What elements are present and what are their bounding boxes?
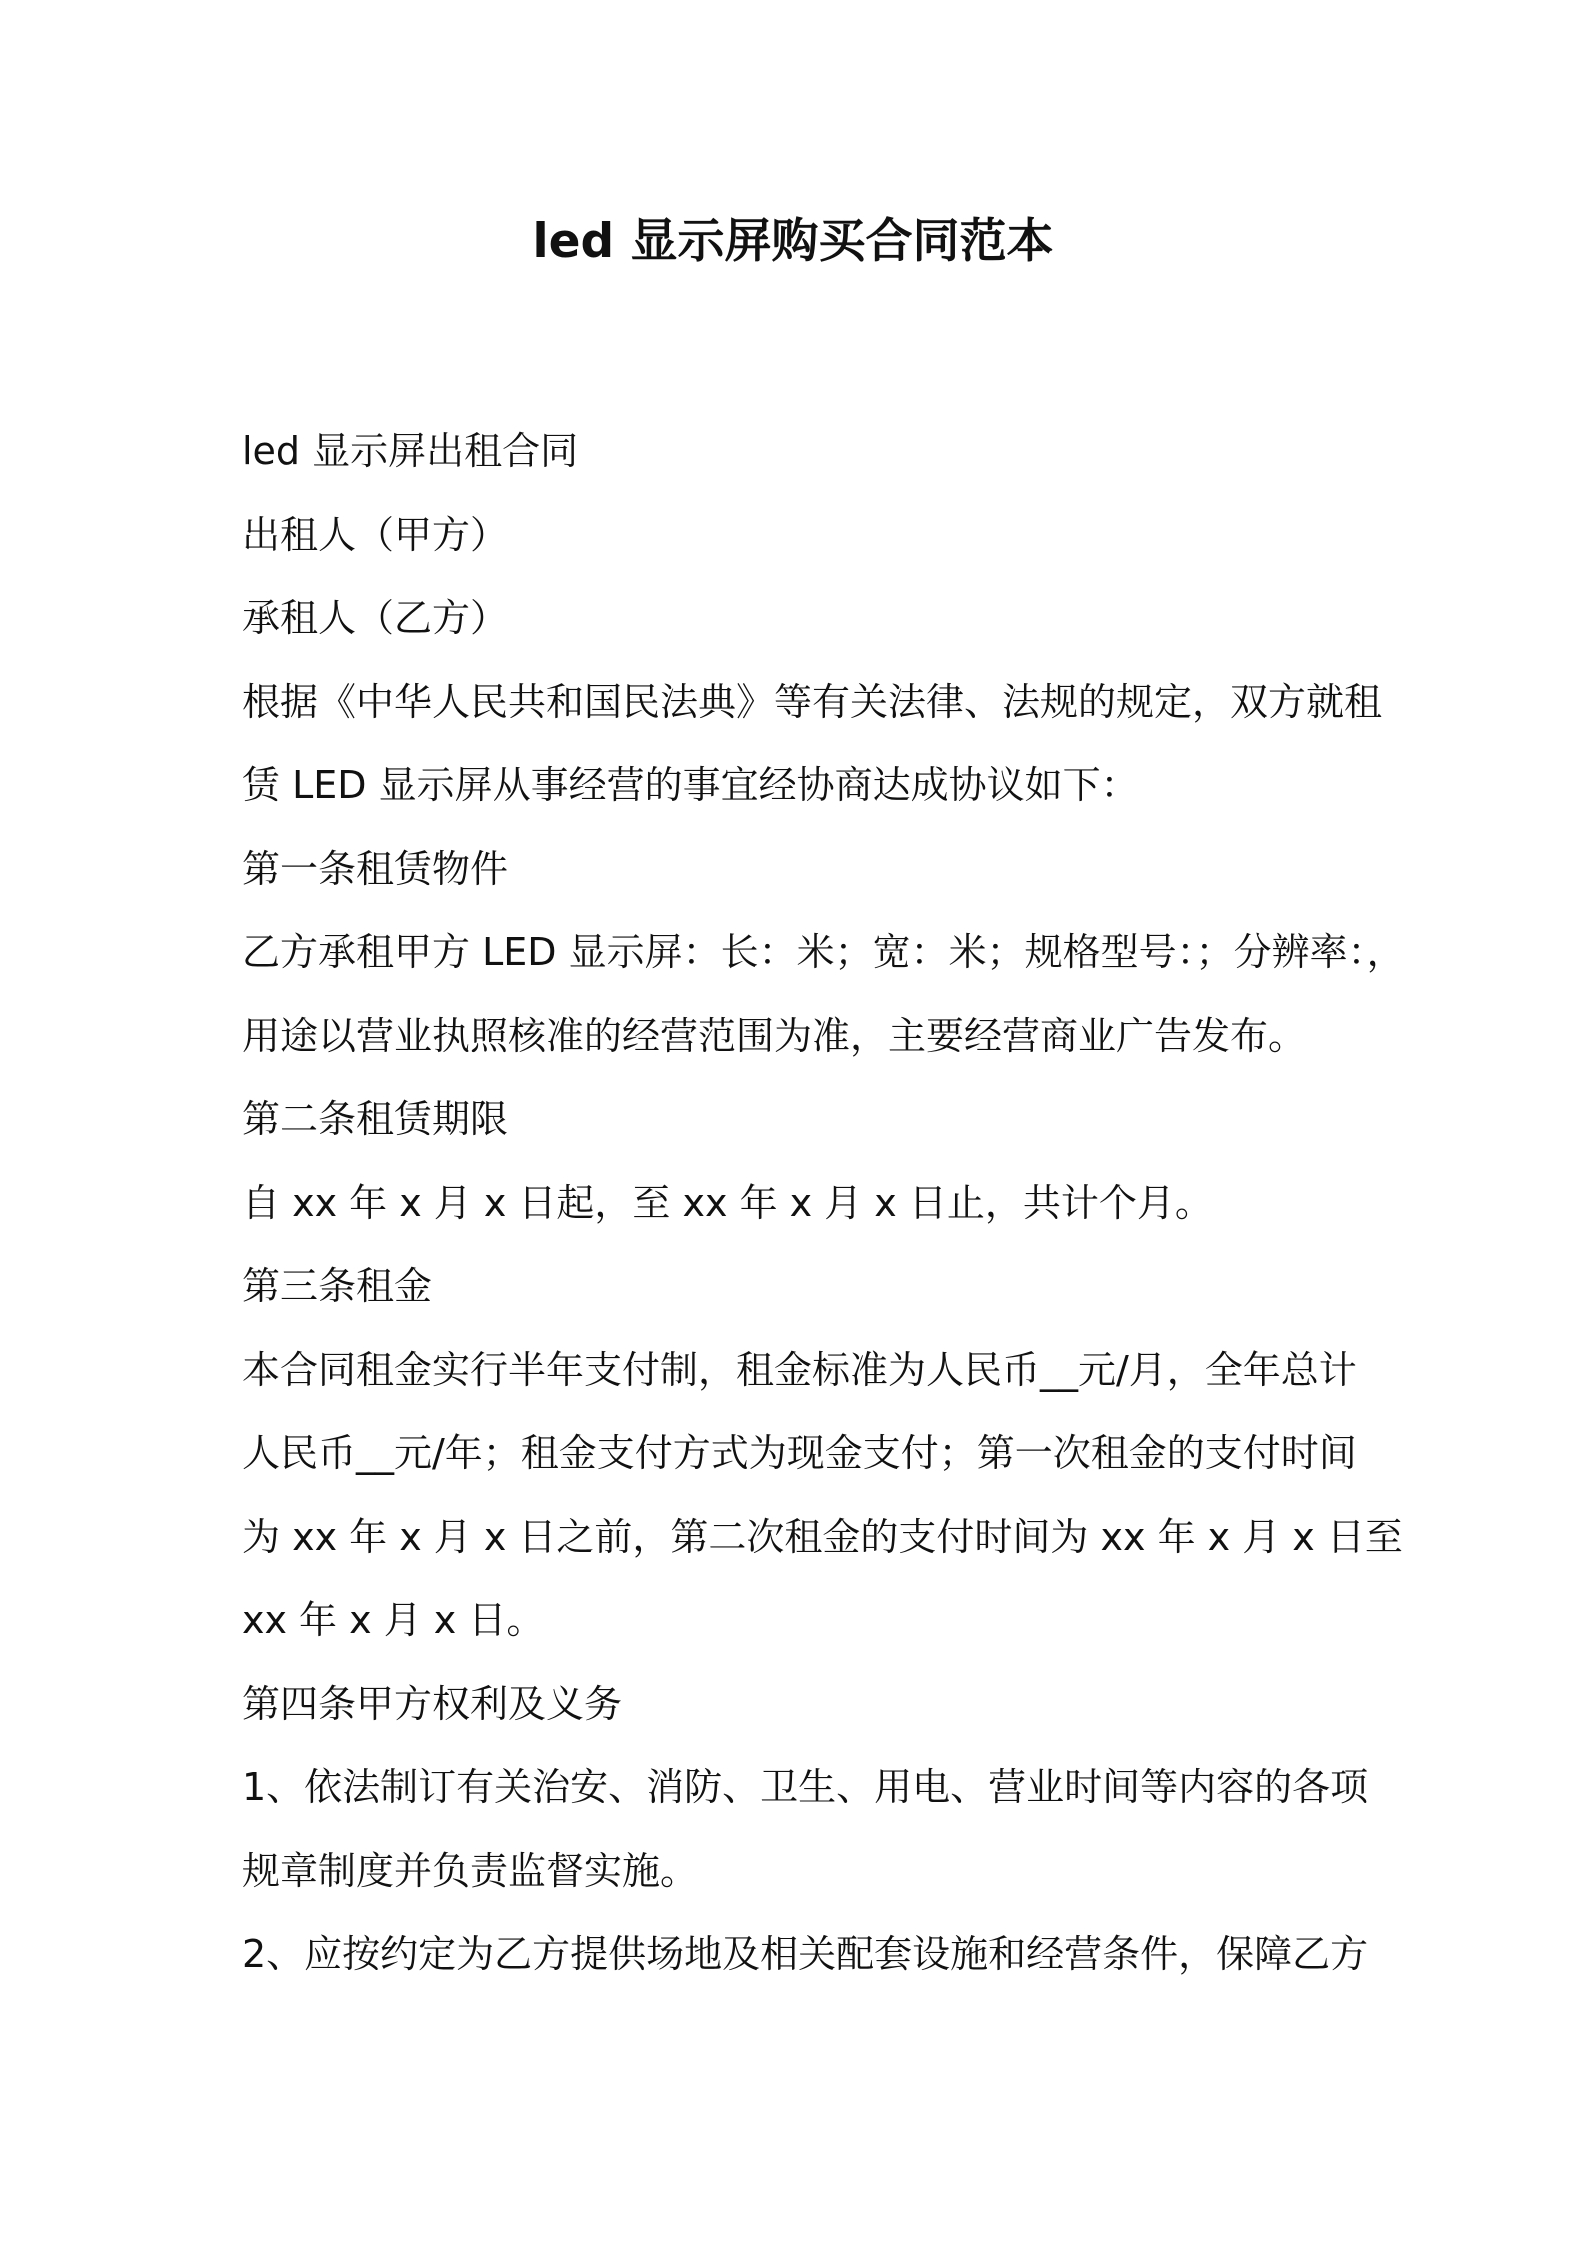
article-heading: 第二条租赁期限: [242, 1097, 509, 1141]
preamble-line: 根据《中华人民共和国民法典》等有关法律、法规的规定，双方就租: [242, 679, 1383, 724]
paragraph-line: xx 年 x 月 x 日。: [242, 1598, 545, 1642]
paragraph-line: 本合同租金实行半年支付制，租金标准为人民币__元/月，全年总计: [242, 1347, 1357, 1392]
contract-heading: led 显示屏出租合同: [242, 429, 579, 473]
article-heading: 第一条租赁物件: [242, 846, 509, 891]
paragraph-line: 用途以营业执照核准的经营范围为准，主要经营商业广告发布。: [242, 1013, 1307, 1058]
list-item-line: 规章制度并负责监督实施。: [242, 1848, 699, 1893]
paragraph-line: 为 xx 年 x 月 x 日之前，第二次租金的支付时间为 xx 年 x 月 x 日至: [242, 1514, 1403, 1559]
lessor-line: 出租人（甲方）: [242, 512, 509, 557]
preamble-line: 赁 LED 显示屏从事经营的事宜经协商达成协议如下：: [242, 763, 1139, 807]
article-heading: 第四条甲方权利及义务: [242, 1681, 623, 1726]
paragraph-line: 自 xx 年 x 月 x 日起，至 xx 年 x 月 x 日止，共计个月。: [242, 1180, 1213, 1225]
document-body: [242, 410, 1405, 1997]
lessee-line: 承租人（乙方）: [242, 596, 509, 640]
article-heading: 第三条租金: [242, 1264, 433, 1308]
list-item-line: 1、依法制订有关治安、消防、卫生、用电、营业时间等内容的各项: [242, 1765, 1369, 1809]
paragraph-line: 人民币__元/年；租金支付方式为现金支付；第一次租金的支付时间: [242, 1431, 1357, 1475]
paragraph-line: 乙方承租甲方 LED 显示屏：长：米；宽：米；规格型号：；分辨率：，: [242, 930, 1405, 974]
list-item-line: 2、应按约定为乙方提供场地及相关配套设施和经营条件，保障乙方: [242, 1932, 1369, 1976]
document-title: led 显示屏购买合同范本: [532, 214, 1054, 269]
